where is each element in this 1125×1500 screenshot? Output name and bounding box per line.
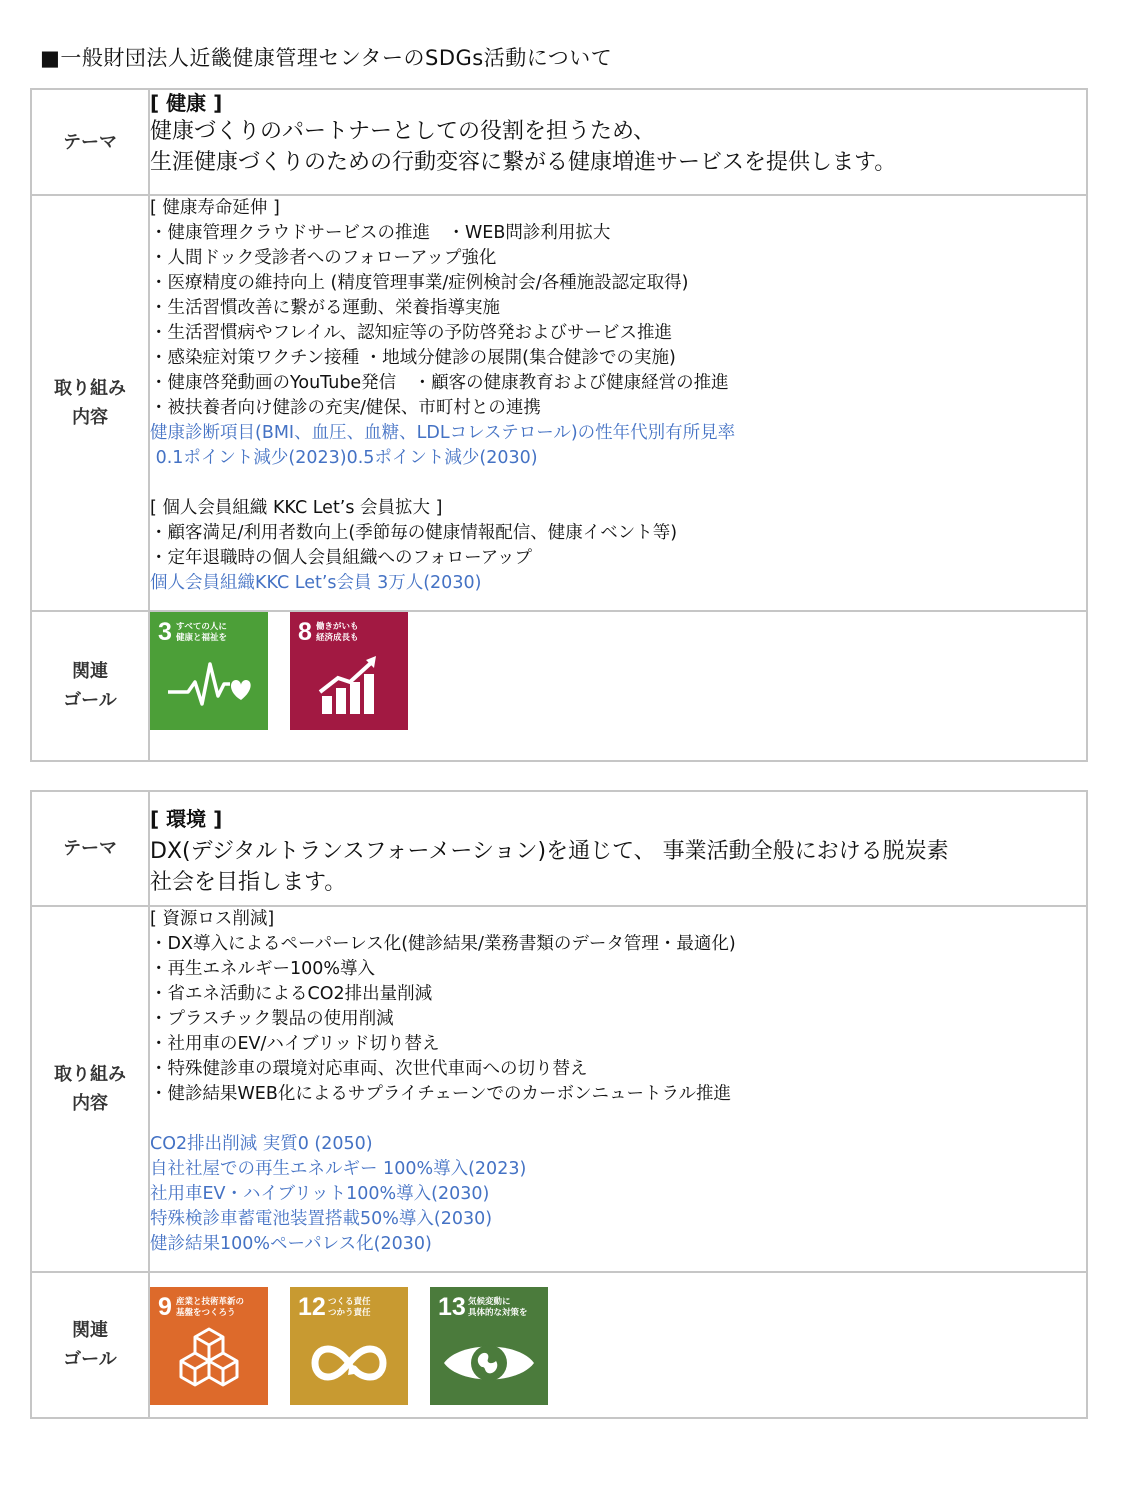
env-theme-row <box>31 791 1087 906</box>
env-heading: [ 環境 ] <box>150 807 223 831</box>
content-label: 取り組み 内容 <box>31 906 149 1272</box>
page-title: ■一般財団法人近畿健康管理センターのSDGs活動について <box>40 46 613 70</box>
target-item: 自社社屋での再生エネルギー 100%導入(2023) <box>150 1159 527 1179</box>
goal-caption: 産業と技術革新の 基盤をつくろう <box>176 1297 245 1318</box>
health-goal-row <box>31 611 1087 761</box>
list-item: ・省エネ活動によるCO2排出量削減 <box>150 984 433 1004</box>
env-goal-cell <box>149 1272 1087 1418</box>
health-theme-line: 生涯健康づくりのための行動変容に繋がる健康増進サービスを提供します。 <box>150 150 897 175</box>
target-item: 0.1ポイント減少(2023)0.5ポイント減少(2030) <box>150 448 538 468</box>
health-heading: [ 健康 ] <box>150 91 223 115</box>
target-item: 社用車EV・ハイブリット100%導入(2030) <box>150 1184 490 1204</box>
list-item: ・感染症対策ワクチン接種 ・地域分健診の展開(集合健診での実施) <box>150 348 676 368</box>
theme-label: テーマ <box>31 89 149 195</box>
target-item: 特殊検診車蓄電池装置搭載50%導入(2030) <box>150 1209 493 1229</box>
health-section-title: [ 個人会員組織 KKC Let’s 会員拡大 ] <box>150 498 443 518</box>
list-item: ・被扶養者向け健診の充実/健保、市町村との連携 <box>150 398 541 418</box>
list-item: ・DX導入によるペーパーレス化(健診結果/業務書類のデータ管理・最適化) <box>150 934 736 954</box>
list-item: ・健診結果WEB化によるサプライチェーンでのカーボンニュートラル推進 <box>150 1084 731 1104</box>
health-content-row <box>31 195 1087 611</box>
goal-caption: つくる責任 つかう責任 <box>328 1297 371 1318</box>
goal-caption: 働きがいも 経済成長も <box>316 622 359 643</box>
health-section-title: [ 健康寿命延伸 ] <box>150 198 280 218</box>
health-table <box>30 88 1088 762</box>
list-item: ・健康管理クラウドサービスの推進 ・WEB問診利用拡大 <box>150 223 611 243</box>
env-content-row <box>31 906 1087 1272</box>
list-item: ・社用車のEV/ハイブリッド切り替え <box>150 1034 440 1054</box>
goal-number: 9 <box>158 1293 172 1321</box>
env-content-cell <box>149 906 1087 1272</box>
list-item: ・健康啓発動画のYouTube発信 ・顧客の健康教育および健康経営の推進 <box>150 373 729 393</box>
list-item: ・生活習慣改善に繋がる運動、栄養指導実施 <box>150 298 500 318</box>
list-item: ・医療精度の維持向上 (精度管理事業/症例検討会/各種施設認定取得) <box>150 273 689 293</box>
list-item: ・生活習慣病やフレイル、認知症等の予防啓発およびサービス推進 <box>150 323 673 343</box>
env-theme-line: DX(デジタルトランスフォーメーション)を通じて、 事業活動全般における脱炭素 <box>150 839 949 864</box>
sdg-goal-13-icon <box>430 1287 548 1405</box>
health-content-cell <box>149 195 1087 611</box>
target-item: 健康診断項目(BMI、血圧、血糖、LDLコレステロール)の性年代別有所見率 <box>150 423 736 443</box>
goal-number: 3 <box>158 618 172 646</box>
env-theme-line: 社会を目指します。 <box>150 870 347 895</box>
goal-number: 8 <box>298 618 312 646</box>
env-theme-cell <box>149 791 1087 906</box>
environment-table <box>30 790 1088 1419</box>
health-theme-row <box>31 89 1087 195</box>
goal-number: 12 <box>298 1293 326 1321</box>
sdg-goal-3-icon <box>150 612 268 730</box>
list-item: ・人間ドック受診者へのフォローアップ強化 <box>150 248 497 268</box>
list-item: ・プラスチック製品の使用削減 <box>150 1009 394 1029</box>
goal-label: 関連 ゴール <box>31 611 149 761</box>
goal-caption: すべての人に 健康と福祉を <box>176 622 228 643</box>
health-theme-cell <box>149 89 1087 195</box>
target-item: 健診結果100%ペーパレス化(2030) <box>150 1234 432 1254</box>
health-theme-line: 健康づくりのパートナーとしての役割を担うため、 <box>150 119 656 144</box>
env-goal-row <box>31 1272 1087 1418</box>
content-label: 取り組み 内容 <box>31 195 149 611</box>
goal-label: 関連 ゴール <box>31 1272 149 1418</box>
goal-caption: 気候変動に 具体的な対策を <box>468 1297 528 1318</box>
target-item: CO2排出削減 実質0 (2050) <box>150 1134 373 1154</box>
sdg-goal-12-icon <box>290 1287 408 1405</box>
list-item: ・特殊健診車の環境対応車両、次世代車両への切り替え <box>150 1059 588 1079</box>
sdg-goal-9-icon <box>150 1287 268 1405</box>
sdg-goal-8-icon <box>290 612 408 730</box>
list-item: ・再生エネルギー100%導入 <box>150 959 376 979</box>
goal-number: 13 <box>438 1293 466 1321</box>
health-goal-cell <box>149 611 1087 761</box>
list-item: ・定年退職時の個人会員組織へのフォローアップ <box>150 548 533 568</box>
theme-label: テーマ <box>31 791 149 906</box>
target-item: 個人会員組織KKC Let’s会員 3万人(2030) <box>150 573 482 593</box>
list-item: ・顧客満足/利用者数向上(季節毎の健康情報配信、健康イベント等) <box>150 523 678 543</box>
env-section-title: [ 資源ロス削減] <box>150 909 275 929</box>
